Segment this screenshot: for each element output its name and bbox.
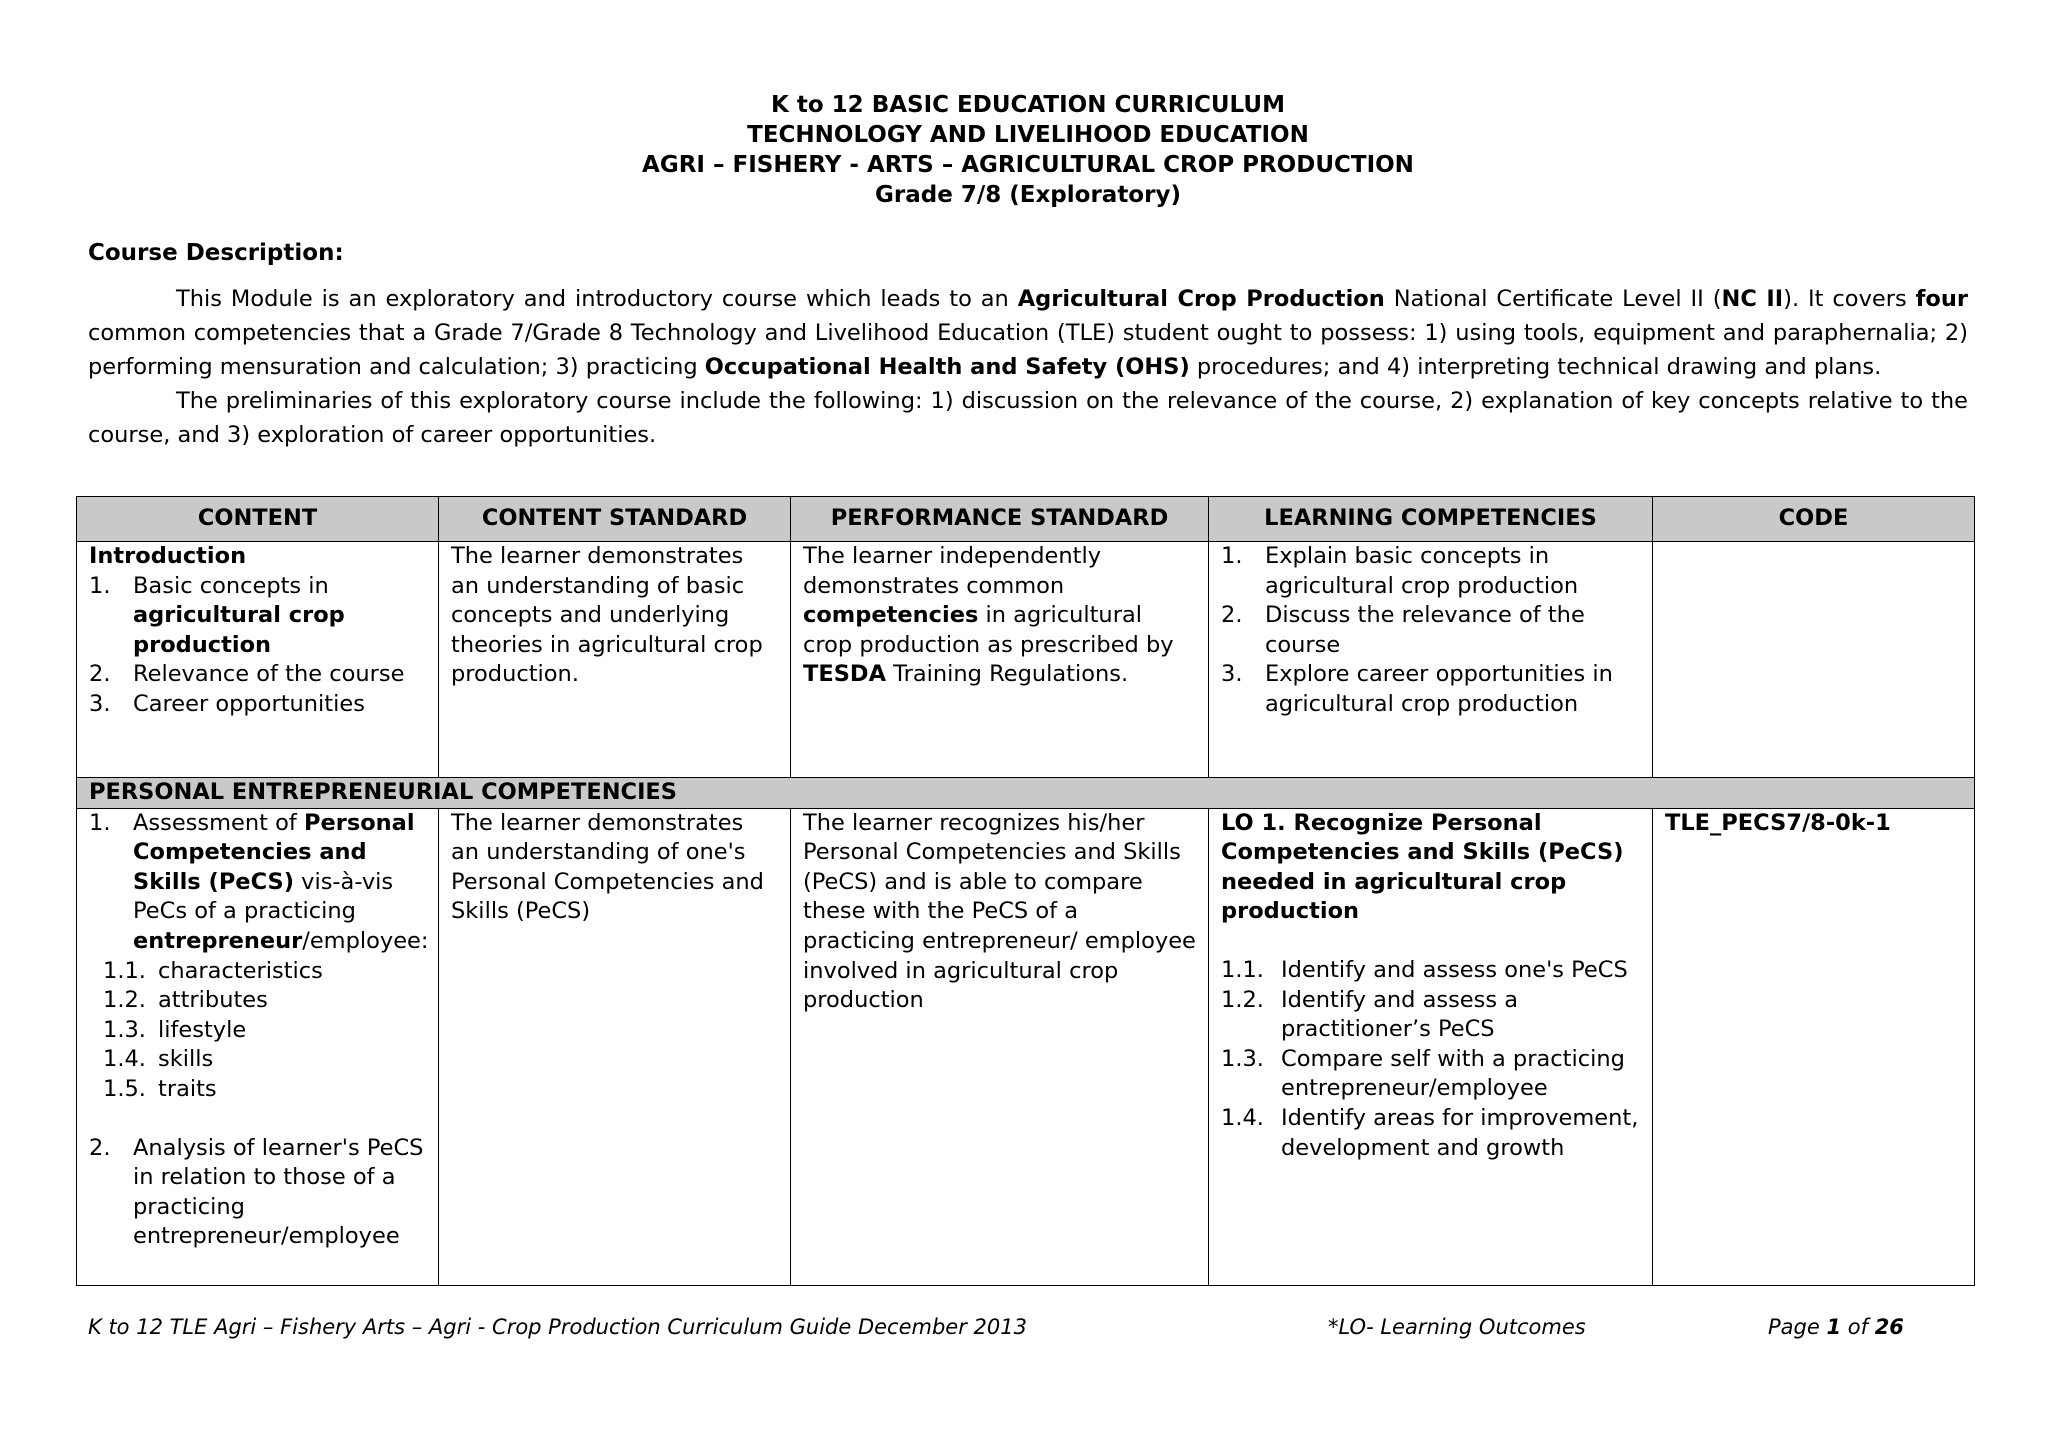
list-item: 1.2. attributes — [103, 987, 268, 1014]
header-line-1: K to 12 BASIC EDUCATION CURRICULUM — [771, 92, 1285, 118]
list-item: 1.1. Identify and assess one's PeCS — [1221, 956, 1628, 983]
table-header-row — [77, 497, 1975, 542]
header-learning-competencies: LEARNING COMPETENCIES — [1209, 497, 1653, 542]
cell-learning-competencies — [1209, 542, 1653, 778]
course-description-title: Course Description: — [88, 240, 344, 266]
header-content-standard: CONTENT STANDARD — [439, 497, 791, 542]
cell-performance-standard: The learner recognizes his/her Personal Competencies and Skills (PeCS) and is able to compare these with the PeCS of a practicing entrepreneur/ employee involved in agricultural crop production — [791, 808, 1209, 1285]
competency-list — [1221, 956, 1640, 1163]
list-item: 3. Career opportunities — [89, 690, 365, 717]
competency-list — [1221, 542, 1640, 720]
content-list — [89, 572, 426, 720]
footer-left: K to 12 TLE Agri – Fishery Arts – Agri - Crop Production Curriculum Guide December 2013 — [88, 1315, 1027, 1339]
list-item: 1.1. characteristics — [103, 957, 323, 984]
footer-center: *LO- Learning Outcomes — [1328, 1315, 1586, 1339]
header-code: CODE — [1653, 497, 1975, 542]
document-page — [88, 90, 1968, 452]
header-line-4: Grade 7/8 (Exploratory) — [875, 182, 1181, 208]
list-item: 1.4. Identify areas for improvement, development and growth — [1221, 1104, 1639, 1161]
content-list — [89, 1134, 426, 1252]
header-content: CONTENT — [77, 497, 439, 542]
course-description-paragraph-1: This Module is an exploratory and introductory course which leads to an Agricultural Crop Production National Certificate Level II (NC II). It covers four common competencies that a Grade 7/Grade 8 Technology and Livelihood Education (TLE) student ought to possess: 1) using tools, equipment and paraphernalia; 2) performing mensuration and calculation; 3) practicing Occupational Health and Safety (OHS) procedures; and 4) interpreting technical drawing and plans. — [88, 286, 1969, 380]
header-performance-standard: PERFORMANCE STANDARD — [791, 497, 1209, 542]
course-description-paragraph-2: The preliminaries of this exploratory course include the following: 1) discussion on the relevance of the course, 2) explanation of key concepts relative to the course, and 3) exploration of career opportunities. — [88, 388, 1968, 448]
cell-code: TLE_PECS7/8-0k-1 — [1653, 808, 1975, 1285]
list-item: 1.4. skills — [103, 1046, 214, 1073]
list-item: 1. Assessment of Personal Competencies and Skills (PeCS) vis-à-vis PeCs of a practicing entrepreneur/employee: — [89, 809, 429, 954]
list-item: 2. Analysis of learner's PeCS in relation to those of a practicing entrepreneur/employee — [89, 1134, 424, 1250]
section-row — [77, 778, 1975, 809]
cell-content-standard: The learner demonstrates an understanding of one's Personal Competencies and Skills (PeCS) — [439, 808, 791, 1285]
header-line-3: AGRI – FISHERY - ARTS – AGRICULTURAL CROP PRODUCTION — [642, 152, 1414, 178]
cell-content — [77, 808, 439, 1285]
list-item: 3. Explore career opportunities in agricultural crop production — [1221, 661, 1613, 717]
cell-performance-standard: The learner independently demonstrates common competencies in agricultural crop production as prescribed by TESDA Training Regulations. — [791, 542, 1209, 778]
list-item: 1.5. traits — [103, 1075, 217, 1102]
cell-code — [1653, 542, 1975, 778]
document-header — [88, 90, 1968, 210]
section-title: PERSONAL ENTREPRENEURIAL COMPETENCIES — [77, 778, 1975, 809]
list-item: 2. Discuss the relevance of the course — [1221, 602, 1585, 658]
table-row — [77, 542, 1975, 778]
list-item: 2. Relevance of the course — [89, 661, 405, 688]
cell-content-standard: The learner demonstrates an understanding of basic concepts and underlying theories in agricultural crop production. — [439, 542, 791, 778]
header-line-2: TECHNOLOGY AND LIVELIHOOD EDUCATION — [747, 122, 1309, 148]
content-list — [89, 809, 429, 957]
cell-learning-competencies — [1209, 808, 1653, 1285]
list-item: 1.2. Identify and assess a practitioner’s PeCS — [1221, 986, 1519, 1043]
list-item: 1. Basic concepts in agricultural crop production — [89, 572, 345, 658]
table-row — [77, 808, 1975, 1285]
list-item: 1.3. Compare self with a practicing entrepreneur/employee — [1221, 1045, 1625, 1102]
footer-page: Page 1 of 26 — [1768, 1315, 1904, 1339]
learning-outcome-title: LO 1. Recognize Personal Competencies and Skills (PeCS) needed in agricultural crop production — [1221, 809, 1624, 925]
cell-content — [77, 542, 439, 778]
list-item: 1. Explain basic concepts in agricultural crop production — [1221, 543, 1579, 599]
content-sublist — [89, 957, 426, 1105]
curriculum-table — [76, 496, 1975, 1286]
list-item: 1.3. lifestyle — [103, 1016, 247, 1043]
content-title: Introduction — [89, 543, 247, 569]
